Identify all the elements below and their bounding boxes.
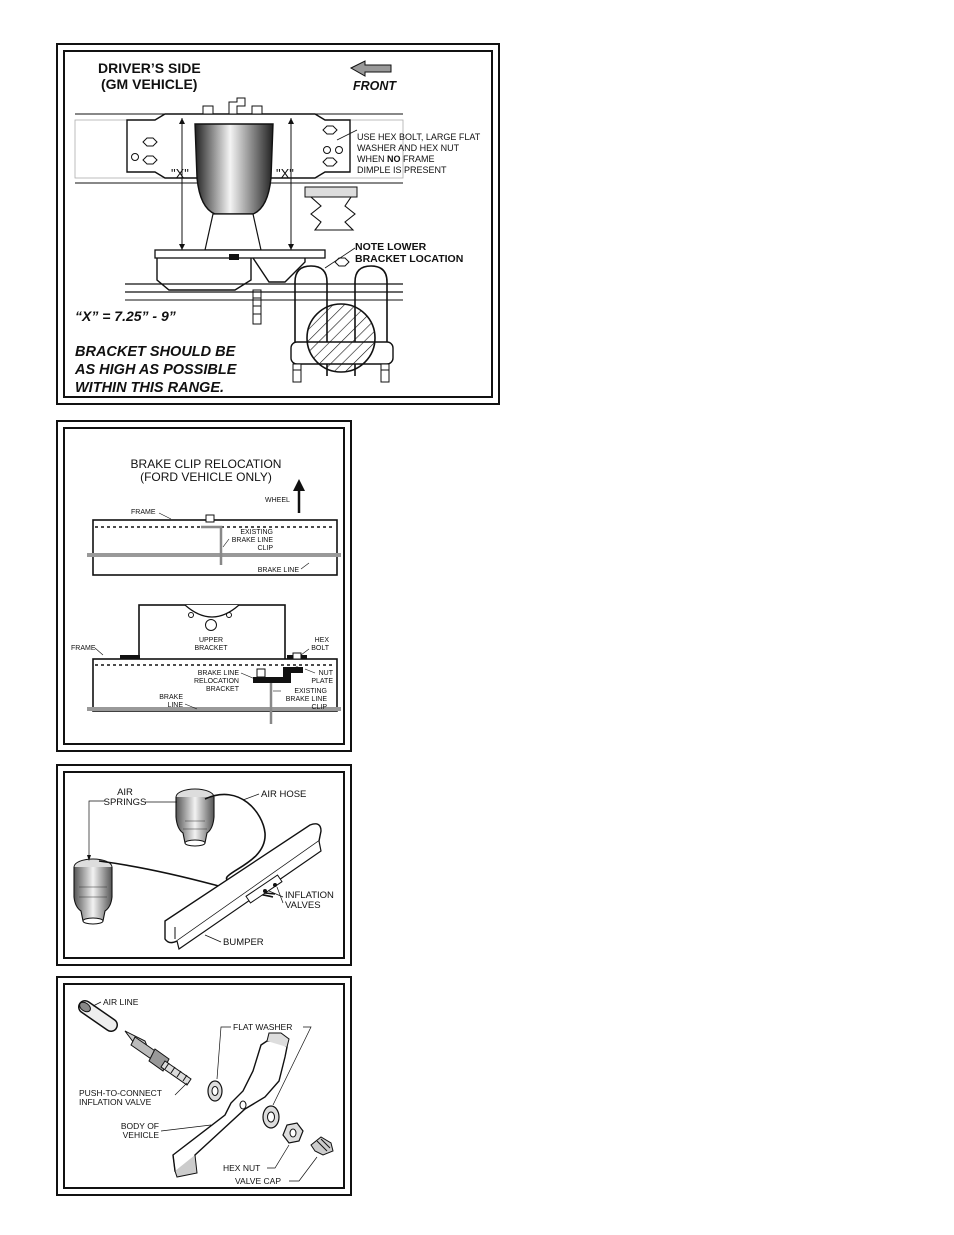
flat-washer-1: [208, 1081, 222, 1101]
relocation-label-3: BRACKET: [205, 686, 239, 693]
panel1-title-line2: (GM VEHICLE): [101, 76, 198, 92]
existing-clip-bottom-3: CLIP: [311, 704, 327, 711]
frame-top-label: FRAME: [131, 509, 156, 516]
hex-nut-label: HEX NUT: [223, 1163, 261, 1173]
bracket-note-line3: WITHIN THIS RANGE.: [75, 380, 225, 396]
air-springs-label-2: SPRINGS: [103, 797, 147, 808]
upper-bracket-label-1: UPPER: [198, 637, 224, 644]
nut-plate-label-1: NUT: [318, 670, 333, 677]
gm-drivers-side-panel: [56, 43, 500, 405]
note-hex-line4: DIMPLE IS PRESENT: [357, 165, 447, 175]
push-to-connect-valve: [125, 1031, 191, 1085]
bumper-label: BUMPER: [223, 937, 264, 948]
brake-line-bottom-label-2: LINE: [167, 702, 183, 709]
bump-stop: [305, 187, 357, 230]
flat-washer-label: FLAT WASHER: [233, 1022, 293, 1032]
vehicle-body-bracket: [173, 1033, 289, 1177]
brake-line-top-label: BRAKE LINE: [257, 567, 299, 574]
existing-clip-top-1: EXISTING: [240, 529, 273, 536]
panel1-title-line1: DRIVER’S SIDE: [98, 60, 201, 76]
note-hex-line3: WHEN NO FRAME: [357, 154, 435, 164]
bolt-icon: [206, 515, 214, 522]
push-to-connect-label-2: INFLATION VALVE: [79, 1097, 152, 1107]
note-lower-line1: NOTE LOWER: [355, 241, 427, 253]
brake-clip-diagram: [65, 429, 345, 745]
x-dimension-right: "X": [276, 166, 294, 181]
air-springs-label-1: AIR: [117, 787, 133, 798]
lower-bracket: [155, 250, 325, 324]
brake-line-bottom-label-1: BRAKE: [159, 694, 183, 701]
relocation-label-2: RELOCATION: [194, 678, 239, 685]
relocation-label-1: BRAKE LINE: [197, 670, 239, 677]
bracket-note-line2: AS HIGH AS POSSIBLE: [75, 362, 237, 378]
valve-cap-label: VALVE CAP: [235, 1176, 281, 1186]
existing-clip-top-2: BRAKE LINE: [231, 537, 273, 544]
inflation-valves-label-1: INFLATION: [285, 890, 334, 901]
front-label: FRONT: [353, 79, 397, 93]
air-spring-2: [74, 859, 112, 924]
air-spring-bag: [195, 124, 273, 250]
body-of-vehicle-label-1: BODY OF: [120, 1121, 159, 1131]
body-of-vehicle-label-2: VEHICLE: [122, 1130, 159, 1140]
air-line-label: AIR LINE: [103, 997, 139, 1007]
air-hose-diagram: [65, 773, 345, 959]
note-hex-line2: WASHER AND HEX NUT: [357, 143, 460, 153]
inflation-valves-label-2: VALVES: [285, 900, 321, 911]
existing-clip-top-3: CLIP: [257, 545, 273, 552]
hex-bolt-label-1: HEX: [314, 637, 329, 644]
frame-bottom-label: FRAME: [71, 645, 96, 652]
upper-bracket-label-2: BRACKET: [194, 645, 228, 652]
nut-plate-label-2: PLATE: [311, 678, 333, 685]
valve-install-panel: [56, 976, 352, 1196]
bracket-note-line1: BRACKET SHOULD BE: [75, 344, 236, 360]
x-dimension-left: "X": [171, 166, 189, 181]
note-hex-line1: USE HEX BOLT, LARGE FLAT: [357, 132, 481, 142]
existing-clip-bottom-1: EXISTING: [294, 688, 327, 695]
hex-nut-icon: [335, 258, 349, 266]
x-range-label: “X” = 7.25” - 9”: [75, 308, 176, 324]
hex-nut-icon: [283, 1123, 303, 1143]
valve-cap-icon: [311, 1137, 333, 1155]
air-hose-routing-panel: [56, 764, 352, 966]
panel2-title-line2: (FORD VEHICLE ONLY): [140, 470, 272, 484]
wheel-label: WHEEL: [265, 497, 290, 504]
brake-clip-relocation-panel: [56, 420, 352, 752]
upper-bracket: [139, 605, 285, 661]
air-hose-label: AIR HOSE: [261, 789, 307, 800]
panel2-title-line1: BRAKE CLIP RELOCATION: [130, 457, 282, 471]
push-to-connect-label-1: PUSH-TO-CONNECT: [79, 1088, 162, 1098]
valve-install-diagram: [65, 985, 345, 1189]
note-lower-line2: BRACKET LOCATION: [355, 253, 464, 265]
wheel-arrow-icon: [293, 479, 305, 513]
front-arrow-icon: [351, 61, 391, 76]
existing-clip-bottom-2: BRAKE LINE: [285, 696, 327, 703]
gm-bracket-diagram: [65, 52, 493, 398]
flat-washer-2: [263, 1106, 279, 1128]
hex-bolt-label-2: BOLT: [311, 645, 329, 652]
